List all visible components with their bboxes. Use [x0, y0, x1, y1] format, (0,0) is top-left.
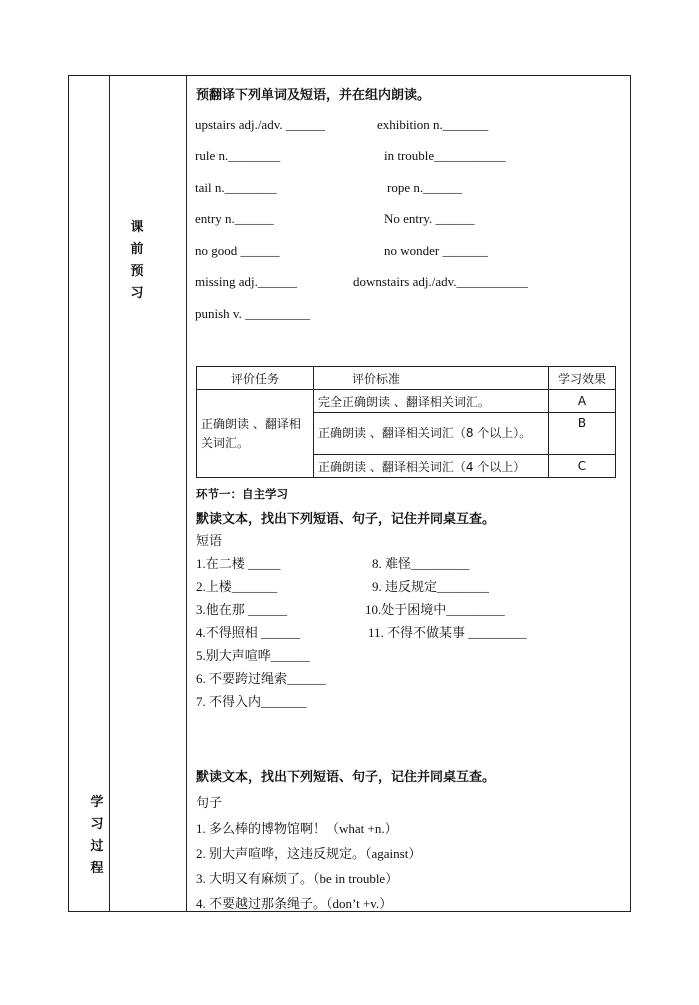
eval-standard-cell: 正确朗读 、翻译相关词汇（8 个以上）。 — [314, 413, 549, 455]
eval-grade-cell: C — [549, 455, 616, 478]
phrase-item: 9. 违反规定________ — [372, 579, 490, 594]
pre-study-label — [129, 216, 145, 304]
evaluation-row — [197, 390, 616, 413]
eval-task-cell: 正确朗读 、翻译相关词汇。 — [197, 390, 314, 478]
word-exhibition: exhibition n._______ — [377, 117, 489, 132]
word-upstairs: upstairs adj./adv. ______ — [195, 117, 325, 132]
word-downstairs: downstairs adj./adv.___________ — [353, 274, 528, 289]
word-rule: rule n.________ — [195, 148, 281, 163]
sentences-heading: 句子 — [196, 795, 223, 810]
word-rope: rope n.______ — [387, 180, 463, 195]
word-no-good: no good ______ — [195, 243, 280, 258]
pre-study-label-text: 课 前 预 习 — [130, 219, 144, 300]
study-process-label — [89, 791, 105, 879]
phrase-item: 7. 不得入内_______ — [196, 694, 307, 709]
word-no-wonder: no wonder _______ — [384, 243, 488, 258]
eval-header-task: 评价任务 — [197, 367, 314, 390]
sentence-item: 1. 多么棒的博物馆啊！（what +n.） — [196, 821, 398, 836]
eval-standard-cell: 完全正确朗读 、翻译相关词汇。 — [314, 390, 549, 413]
evaluation-table — [196, 366, 616, 478]
frame-left-border — [68, 75, 69, 912]
eval-grade-cell: A — [549, 390, 616, 413]
frame-top-border — [68, 75, 631, 76]
phrase-item: 8. 难怪_________ — [372, 556, 470, 571]
phrase-item: 3.他在那 ______ — [196, 602, 288, 617]
eval-grade-cell: B — [549, 413, 616, 455]
section2-instruction: 默读文本，找出下列短语、句子，记住并同桌互查。 — [196, 769, 496, 784]
phrase-item: 11. 不得不做某事 _________ — [368, 625, 527, 640]
phrase-item: 4.不得照相 ______ — [196, 625, 301, 640]
word-punish: punish v. __________ — [195, 306, 311, 321]
word-tail: tail n.________ — [195, 180, 277, 195]
preview-instruction: 预翻译下列单词及短语，并在组内朗读。 — [196, 87, 431, 102]
phrase-item: 2.上楼_______ — [196, 579, 278, 594]
phrases-heading: 短语 — [196, 533, 223, 548]
sentence-item: 4. 不要越过那条绳子。（don’t +v.） — [196, 896, 393, 911]
frame-col-divider-1 — [109, 75, 110, 912]
sentence-item: 2. 别大声喧哗，这违反规定。（against） — [196, 846, 422, 861]
evaluation-header-row — [197, 367, 616, 390]
eval-header-effect: 学习效果 — [549, 367, 616, 390]
word-missing: missing adj.______ — [195, 274, 297, 289]
phrase-item: 10.处于困境中_________ — [365, 602, 505, 617]
section1-title: 环节一：自主学习 — [196, 487, 288, 501]
frame-right-border — [630, 75, 631, 912]
word-in-trouble: in trouble___________ — [384, 148, 506, 163]
sentence-item: 3. 大明又有麻烦了。（be in trouble） — [196, 871, 399, 886]
frame-col-divider-2 — [186, 75, 187, 912]
phrase-item: 6. 不要跨过绳索______ — [196, 671, 327, 686]
eval-header-standard: 评价标准 — [314, 367, 549, 390]
phrase-item: 5.别大声喧哗______ — [196, 648, 310, 663]
section1-instruction: 默读文本，找出下列短语、句子，记住并同桌互查。 — [196, 511, 496, 526]
word-entry: entry n.______ — [195, 211, 274, 226]
phrase-item: 1.在二楼 _____ — [196, 556, 281, 571]
study-process-label-text: 学 习 过 程 — [90, 794, 104, 875]
eval-standard-cell: 正确朗读 、翻译相关词汇（4 个以上） — [314, 455, 549, 478]
word-no-entry: No entry. ______ — [384, 211, 475, 226]
